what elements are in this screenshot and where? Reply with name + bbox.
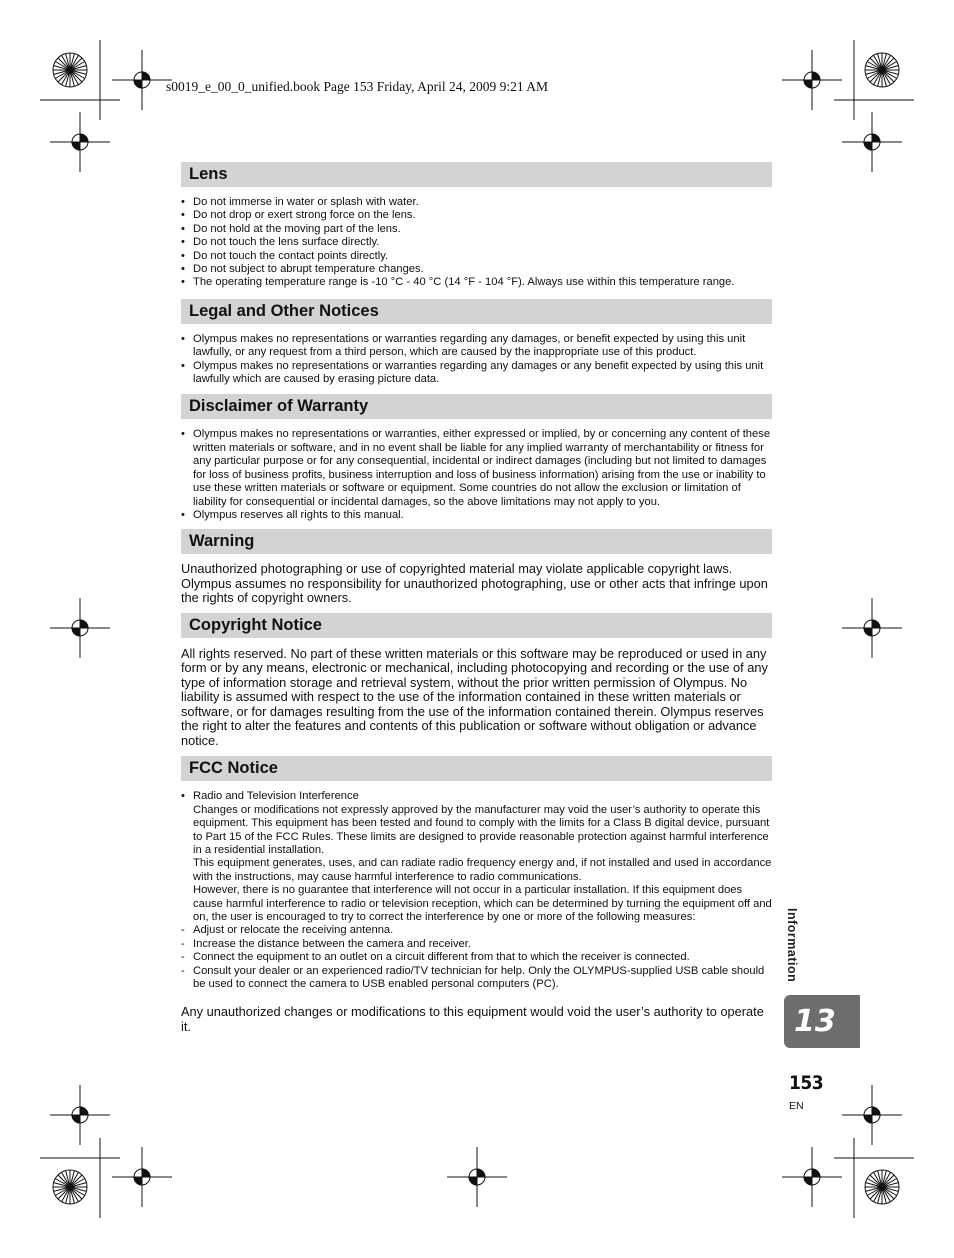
fcc-item-heading: • Radio and Television Interference — [193, 790, 359, 803]
list-item — [181, 790, 772, 924]
section-title-warning: Warning — [181, 529, 772, 554]
section-title-disclaimer: Disclaimer of Warranty — [181, 394, 772, 419]
fcc-paragraph: This equipment generates, uses, and can radiate radio frequency energy and, if not installed and used in accordance with the instructions, may cause harmful interference to radio communications. — [193, 857, 772, 883]
list-item: • Do not subject to abrupt temperature changes. — [181, 263, 772, 276]
page-content — [181, 162, 772, 1034]
list-item: - Adjust or relocate the receiving antenna. — [181, 924, 772, 937]
list-item: • Olympus makes no representations or warranties regarding any damages, or benefit expected by using this unit lawfully, or any request from a third person, which are caused by the inappropriate use of this product. — [181, 333, 772, 360]
section-title-copyright: Copyright Notice — [181, 613, 772, 638]
legal-list — [181, 333, 772, 387]
side-section-label: Information — [785, 908, 799, 983]
list-item: • Do not touch the contact points directly. — [181, 250, 772, 263]
fcc-list — [181, 790, 772, 924]
fcc-paragraph: Changes or modifications not expressly approved by the manufacturer may void the user’s authority to operate this equipment. This equipment has been tested and found to comply with the limits for a Class B digital device, pursuant to Part 15 of the FCC Rules. These limits are designed to provide reasonable protection against harmful interference in a residential installation. — [193, 803, 770, 856]
disclaimer-list — [181, 428, 772, 522]
chapter-tab: 13 — [784, 995, 860, 1048]
copyright-body: All rights reserved. No part of these written materials or this software may be reproduced or used in any form or by any means, electronic or mechanical, including photocopying and recording or the use of any type of information storage and retrieval system, without the prior written permission of Olympus. No liability is assumed with respect to the use of the information contained in these written materials or software, or for damages resulting from the use of the information contained therein. Olympus reserves the right to alter the features and contents of this publication or software without obligation or advance notice. — [181, 645, 768, 748]
fcc-closing: Any unauthorized changes or modifications to this equipment would void the user’s authority to operate it. — [181, 1004, 764, 1034]
fcc-measures-list — [181, 924, 772, 991]
language-code: EN — [789, 1100, 804, 1112]
list-item: - Increase the distance between the camera and receiver. — [181, 938, 772, 951]
book-header-line: s0019_e_00_0_unified.book Page 153 Friday, April 24, 2009 9:21 AM — [166, 79, 548, 94]
list-item: • Olympus reserves all rights to this manual. — [181, 509, 772, 522]
list-item: • Olympus makes no representations or warranties, either expressed or implied, by or concerning any content of these written materials or software, and in no event shall be liable for any implied warranty of merchantability or fitness for any particular purpose or for any consequential, incidental or indirect damages (including but not limited to damages for loss of business profits, business interruption and loss of business information) arising from the use or inability to use these written materials or software or equipment. Some countries do not allow the exclusion or limitation of liability for consequential or incidental damages, so the above limitations may not apply to you. — [181, 428, 772, 508]
list-item: • Do not hold at the moving part of the lens. — [181, 223, 772, 236]
lens-list — [181, 196, 772, 290]
list-item: • The operating temperature range is -10 °C - 40 °C (14 °F - 104 °F). Always use within this temperature range. — [181, 276, 772, 289]
warning-body: Unauthorized photographing or use of copyrighted material may violate applicable copyright laws. Olympus assumes no responsibility for unauthorized photographing, use or other acts that infringe upon the rights of copyright owners. — [181, 561, 768, 606]
list-item: • Do not touch the lens surface directly. — [181, 236, 772, 249]
list-item: - Connect the equipment to an outlet on a circuit different from that to which the receiver is connected. — [181, 951, 772, 964]
list-item: • Do not drop or exert strong force on the lens. — [181, 209, 772, 222]
fcc-paragraph: However, there is no guarantee that interference will not occur in a particular installation. If this equipment does cause harmful interference to radio or television reception, which can be determined by turning the equipment off and on, the user is encouraged to try to correct the interference by one or more of the following measures: — [193, 884, 772, 923]
list-item: • Olympus makes no representations or warranties regarding any damages or any benefit expected by using this unit lawfully which are caused by erasing picture data. — [181, 360, 772, 387]
list-item: - Consult your dealer or an experienced radio/TV technician for help. Only the OLYMPUS-supplied USB cable should be used to connect the camera to USB enabled personal computers (PC). — [181, 965, 772, 992]
list-item: • Do not immerse in water or splash with water. — [181, 196, 772, 209]
section-title-fcc: FCC Notice — [181, 756, 772, 781]
section-title-legal: Legal and Other Notices — [181, 299, 772, 324]
page-number: 153 — [789, 1072, 824, 1094]
section-title-lens: Lens — [181, 162, 772, 187]
